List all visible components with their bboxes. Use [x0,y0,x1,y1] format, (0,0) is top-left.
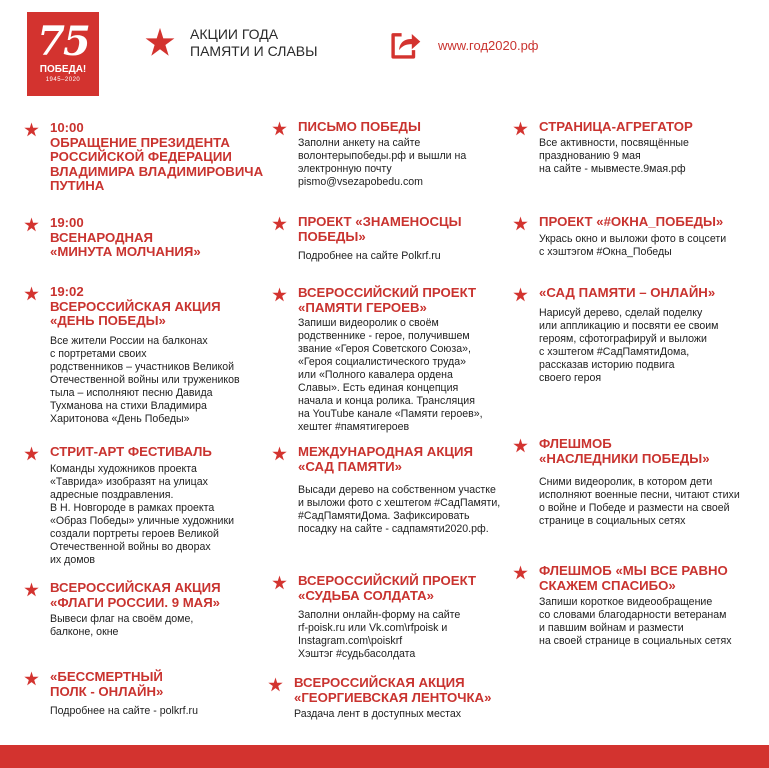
event-description: Высади дерево на собственном участке и выложи фото с хештегом #СадПамяти, #СадПамятиДома. Зафиксировать посадку на сайте - садпамяти2020.рф. [298,484,501,535]
logo-years: 1945–2020 [45,77,81,83]
event-president-address [50,121,265,194]
star-icon [513,565,528,580]
star-icon [272,446,287,461]
victory-75-logo [27,12,99,96]
event-title: СТРИТ-АРТ ФЕСТИВАЛЬ [50,444,212,459]
event-we-will-say-thanks [539,564,764,648]
star-icon [24,671,39,686]
star-icon [272,121,287,136]
star-icon [24,446,39,461]
event-garden-of-memory-online [539,286,764,385]
event-title: 19:00 ВСЕНАРОДНАЯ «МИНУТА МОЛЧАНИЯ» [50,215,201,259]
star-icon [513,216,528,231]
star-icon [24,582,39,597]
event-description: Запиши короткое видеообращение со словами благодарности ветеранам и павшим войнам и размести на своей странице в социальных сетях [539,596,732,647]
event-title: ПРОЕКТ «#ОКНА_ПОБЕДЫ» [539,214,724,229]
event-flags-of-russia [50,581,265,639]
event-victory-windows [539,215,764,259]
event-title: ВСЕРОССИЙСКИЙ ПРОЕКТ «ПАМЯТИ ГЕРОЕВ» [298,285,477,315]
event-title: ФЛЕШМОБ «МЫ ВСЕ РАВНО СКАЖЕМ СПАСИБО» [539,563,728,593]
event-title: ВСЕРОССИЙСКАЯ АКЦИЯ «ФЛАГИ РОССИИ. 9 МАЯ» [50,580,221,610]
star-icon [145,27,175,57]
event-title: 10:00 ОБРАЩЕНИЕ ПРЕЗИДЕНТА РОССИЙСКОЙ ФЕДЕРАЦИИ ВЛАДИМИРА ВЛАДИМИРОВИЧА ПУТИНА [50,120,264,193]
star-icon [513,121,528,136]
event-title: «САД ПАМЯТИ – ОНЛАЙН» [539,285,716,300]
event-heirs-of-victory [539,437,764,528]
event-description: Команды художников проекта «Таврида» изобразят на улицах адресные поздравления. В Н. Новгороде в рамках проекта «Образ Победы» уличные художники создали портреты героев Великой Отечественной войны во дворах их домов [50,462,234,566]
event-standard-bearers [298,215,518,263]
star-icon [272,216,287,231]
header-title-line1: АКЦИИ ГОДА [190,26,279,42]
event-description: Подробнее на сайте Polkrf.ru [298,250,441,262]
event-street-art [50,445,265,567]
event-description: Все активности, посвящённые празднованию 9 мая на сайте - мывместе.9мая.рф [539,136,689,175]
star-icon [513,287,528,302]
event-victory-letter [298,120,518,189]
event-description: Подробнее на сайте - polkrf.ru [50,705,198,717]
event-description: Заполни онлайн-форму на сайте rf-poisk.ru или Vk.com\rfpoisk и Instagram.com\poiskrf Хэштэг #судьбасолдата [298,609,461,660]
star-icon [272,287,287,302]
event-title: «БЕССМЕРТНЫЙ ПОЛК - ОНЛАЙН» [50,669,164,699]
event-soldier-fate [298,574,520,661]
event-description: Раздача лент в доступных местах [294,708,462,720]
event-title: ФЛЕШМОБ «НАСЛЕДНИКИ ПОБЕДЫ» [539,436,710,466]
event-description: Сними видеоролик, в котором дети исполняют военные песни, читают стихи о войне и Победе и размести на своей странице в социальных сетях [539,476,740,527]
star-icon [272,575,287,590]
header-title [190,26,318,60]
star-icon [513,438,528,453]
star-icon [268,677,283,692]
event-victory-day [50,285,265,426]
share-arrow-icon[interactable] [388,28,422,62]
event-description: Нарисуй дерево, сделай поделку или аппликацию и посвяти ее своим героям, сфотографируй и выложи с хэштегом #СадПамятиДома, рассказав историю подвига своего героя [539,306,719,384]
event-title: ВСЕРОССИЙСКАЯ АКЦИЯ «ГЕОРГИЕВСКАЯ ЛЕНТОЧКА» [294,675,492,705]
star-icon [24,122,39,137]
event-title: ПИСЬМО ПОБЕДЫ [298,119,421,134]
event-description: Заполни анкету на сайте волонтерыпобеды.рф и вышли на электронную почту pismo@vsezapobedu.com [298,136,467,188]
website-link[interactable]: www.год2020.рф [438,38,539,53]
event-title: ПРОЕКТ «ЗНАМЕНОСЦЫ ПОБЕДЫ» [298,214,462,244]
star-icon [24,286,39,301]
event-description: Укрась окно и выложи фото в соцсети с хэштэгом #Окна_Победы [539,232,727,258]
event-immortal-regiment [50,670,265,718]
logo-word: ПОБЕДА! [39,64,87,75]
event-title: СТРАНИЦА-АГРЕГАТОР [539,119,693,134]
event-description: Запиши видеоролик о своём родственнике - герое, получившем звание «Героя Советского Союза», «Героя социалистического труда» или «Полного кавалера ордена Славы». Есть единая концепция начала и конца ролика. Трансляция на YouTube канале «Памяти героев», хештег #памятигероев [298,317,483,433]
header-title-line2: ПАМЯТИ И СЛАВЫ [190,43,318,59]
event-description: Все жители России на балконах с портретами своих родственников – участников Великой Отечественной войны или тружеников тыла – исполняют песню Давида Тухманова на стихи Владимира Харитонова «День Победы» [50,334,240,425]
logo-number: 75 [37,18,89,65]
event-minute-of-silence [50,216,265,260]
event-garden-of-memory [298,445,520,536]
event-title: МЕЖДУНАРОДНАЯ АКЦИЯ «САД ПАМЯТИ» [298,444,473,474]
event-st-george-ribbon [294,676,520,721]
star-icon [24,217,39,232]
event-title: ВСЕРОССИЙСКИЙ ПРОЕКТ «СУДЬБА СОЛДАТА» [298,573,477,603]
footer-bar [0,745,769,768]
event-description: Вывеси флаг на своём доме, балконе, окне [50,613,194,638]
event-aggregator-page [539,120,764,176]
event-memory-of-heroes [298,286,520,434]
event-title: 19:02 ВСЕРОССИЙСКАЯ АКЦИЯ «ДЕНЬ ПОБЕДЫ» [50,284,221,328]
